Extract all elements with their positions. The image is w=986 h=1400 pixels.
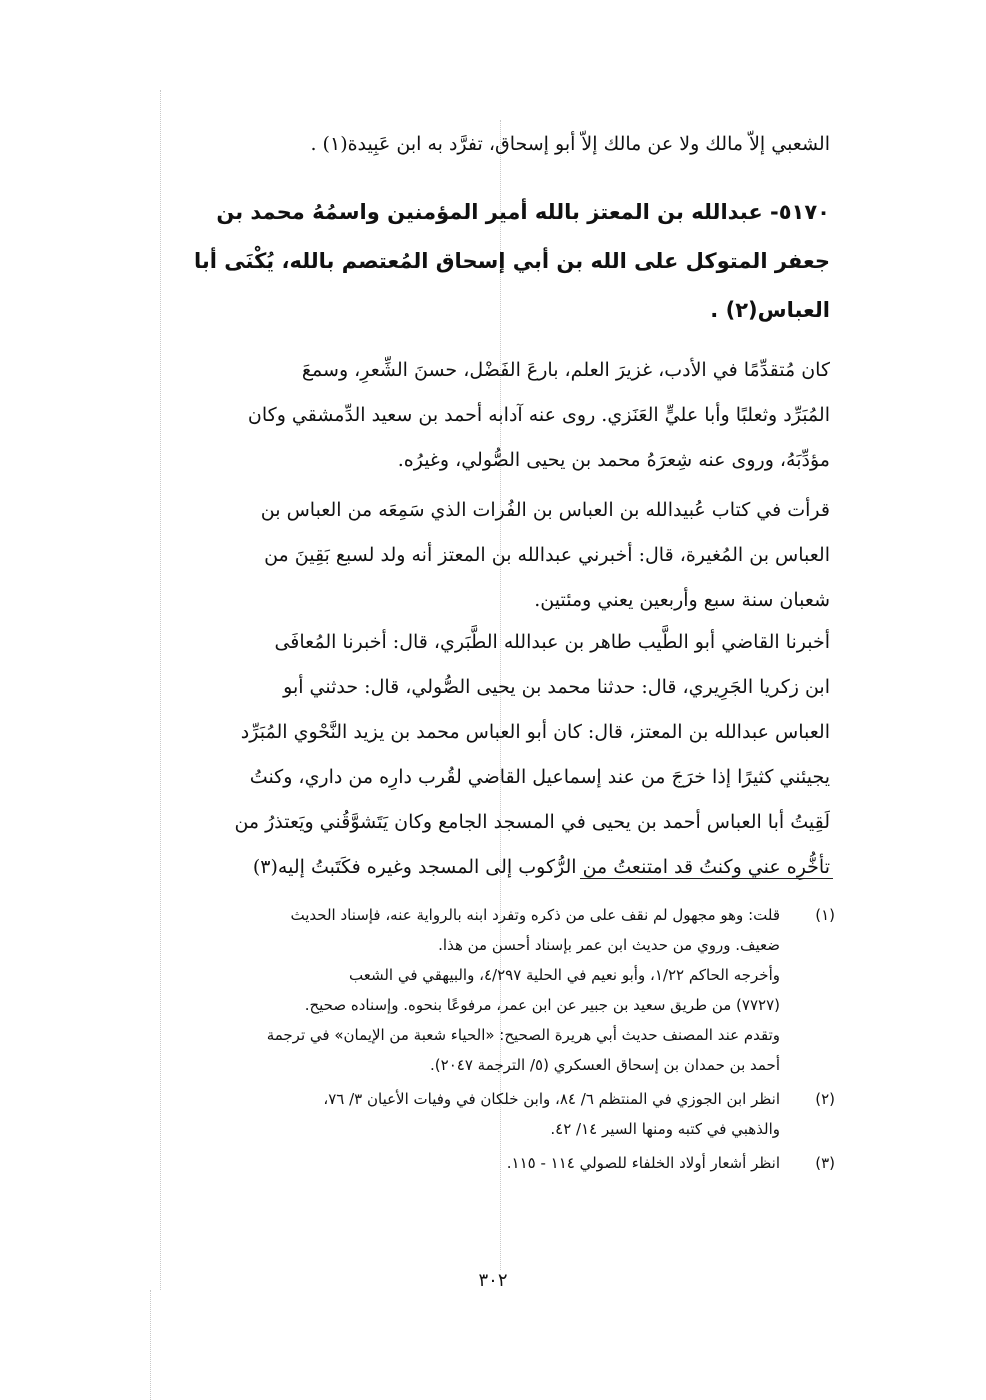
text-line: ابن زكريا الجَرِيري، قال: حدثنا محمد بن يحيى الصُّولي، قال: حدثني أبو: [283, 676, 830, 698]
page-number: ٣٠٢: [478, 1270, 508, 1291]
footnote-number: (٣): [815, 1154, 835, 1172]
text-line: قرأت في كتاب عُبيدالله بن العباس بن الفُرات الذي سَمِعَه من العباس بن: [260, 499, 830, 521]
entry-line: ٥١٧٠- عبدالله بن المعتز بالله أمير المؤمنين واسمُهُ محمد بن: [216, 200, 830, 224]
footnote-line: وتقدم عند المصنف حديث أبي هريرة الصحيح: «الحياء شعبة من الإيمان» في ترجمة: [266, 1026, 780, 1044]
text-line: العباس عبدالله بن المعتز، قال: كان أبو العباس محمد بن يزيد النَّحْوي المُبَرِّد: [240, 721, 830, 743]
footnote-line: أحمد بن حمدان بن إسحاق العسكري (٥/ الترجمة ٢٠٤٧).: [430, 1056, 780, 1074]
text-line: الشعبي إلاّ مالك ولا عن مالك إلاّ أبو إسحاق، تفرَّد به ابن عَبِيدة(١) .: [310, 133, 830, 155]
footnote-line: قلت: وهو مجهول لم نقف على من ذكره وتفرد ابنه بالرواية عنه، فإسناد الحديث: [290, 906, 780, 924]
scan-artifact-line: [150, 1290, 151, 1400]
footnote-3: [130, 1148, 835, 1178]
text-line: كان مُتقدِّمًا في الأدب، غزيرَ العلم، بارعَ الفَضْل، حسنَ الشِّعرِ، وسمعَ: [301, 359, 830, 381]
footnote-number: (١): [815, 906, 835, 924]
footnote-line: انظر أشعار أولاد الخلفاء للصولي ١١٤ - ١١٥.: [506, 1154, 780, 1172]
entry-heading: [130, 188, 830, 335]
footnote-number: (٢): [815, 1090, 835, 1108]
entry-line: جعفر المتوكل على الله بن أبي إسحاق المُعتصم بالله، يُكْنَى أبا: [193, 249, 830, 273]
text-line: المُبَرِّد وثعلبًا وأبا عليٍّ العَنَزي. روى عنه آدابه أحمد بن سعيد الدِّمشقي وكان: [247, 404, 830, 426]
text-line: العباس بن المُغيرة، قال: أخبرني عبدالله بن المعتز أنه ولد لسبع بَقِينَ من: [264, 544, 830, 566]
footnote-1: [130, 900, 835, 1080]
footnote-line: (٧٧٢٧) من طريق سعيد بن جبير عن ابن عمر، مرفوعًا بنحوه. وإسناده صحيح.: [304, 996, 780, 1014]
text-line: مؤدِّبَهُ، وروى عنه شِعرَهُ محمد بن يحيى الصُّولي، وغيرُه.: [397, 449, 830, 471]
entry-line: العباس(٢) .: [710, 298, 830, 322]
paragraph-birth: [130, 488, 830, 623]
paragraph-biography: [130, 348, 830, 483]
footnote-line: انظر ابن الجوزي في المنتظم ٦/ ٨٤، وابن خلكان في وفيات الأعيان ٣/ ٧٦،: [323, 1090, 780, 1108]
footnote-separator: [580, 878, 833, 879]
footnote-line: ضعيف. وروي من حديث ابن عمر بإسناد أحسن من هذا.: [438, 936, 780, 954]
text-line: أخبرنا القاضي أبو الطَّيب طاهر بن عبدالله الطَّبَري، قال: أخبرنا المُعافَى: [274, 631, 830, 653]
footnotes: [130, 900, 835, 1182]
text-line: تأخُّرِه عني وكنتُ قد امتنعتُ من الرُّكوب إلى المسجد وغيره فكَتَبتُ إليه(٣): [252, 856, 830, 878]
footnote-2: [130, 1084, 835, 1144]
text-line: يجيئني كثيرًا إذا خرَجَ من عند إسماعيل القاضي لقُرب دارِه من داري، وكنتُ: [249, 766, 830, 788]
text-line: شعبان سنة سبع وأربعين يعني ومئتين.: [534, 589, 830, 611]
paragraph-narration: [130, 620, 830, 890]
footnote-line: والذهبي في كتبه ومنها السير ١٤/ ٤٢.: [550, 1120, 780, 1138]
continuation-text: [130, 122, 830, 167]
text-line: لَقِيتُ أبا العباس أحمد بن يحيى في المسجد الجامع وكان يَتَشوَّقُني ويَعتذرُ من: [234, 811, 830, 833]
footnote-line: وأخرجه الحاكم ١/٢٢، وأبو نعيم في الحلية ٤/٢٩٧، والبيهقي في الشعب: [349, 966, 780, 984]
